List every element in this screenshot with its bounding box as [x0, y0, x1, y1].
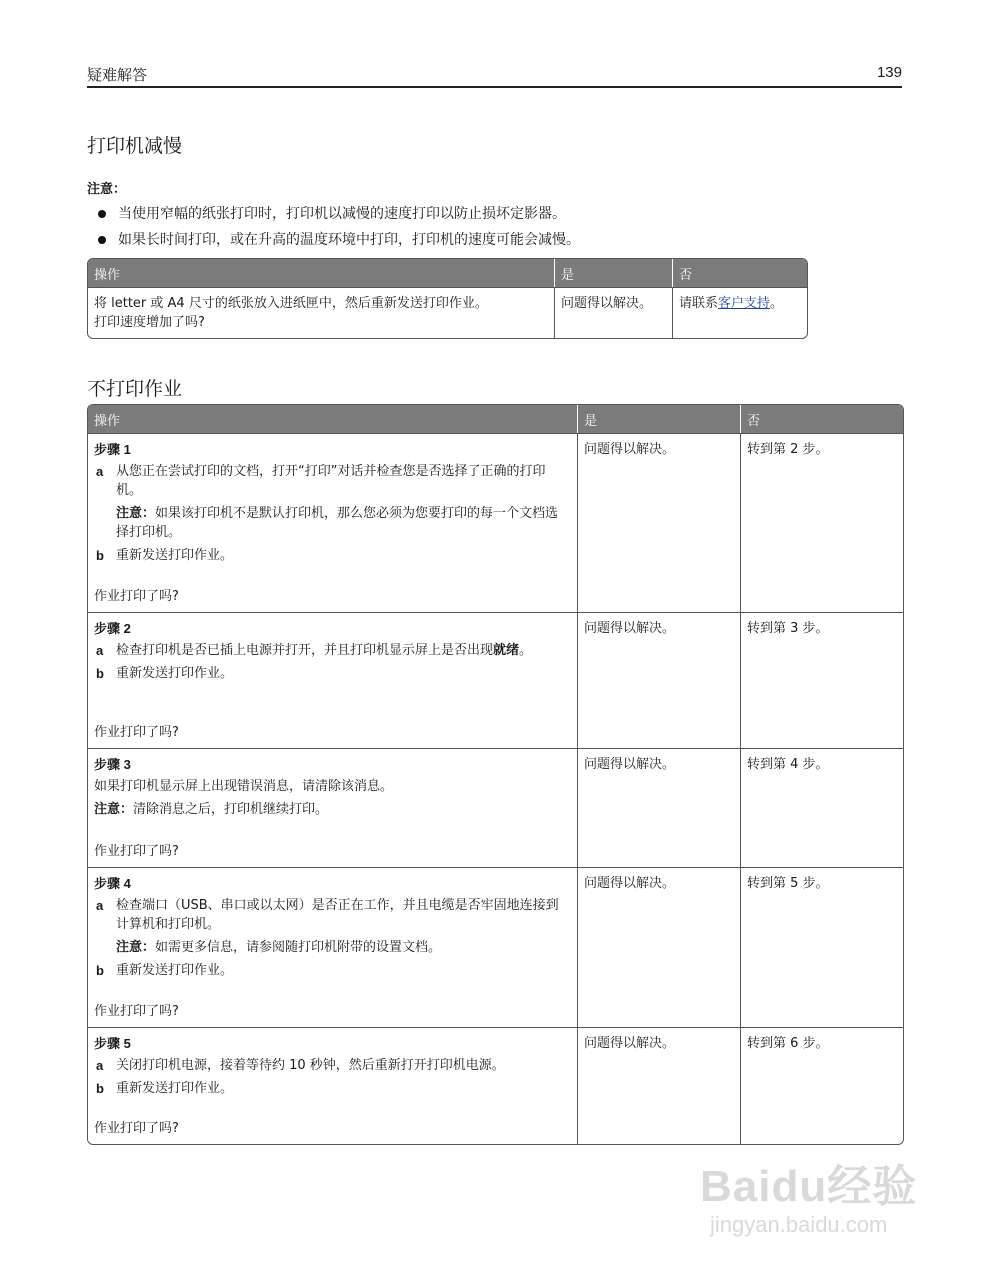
bullet-dot-icon — [98, 210, 106, 218]
table-header-row — [88, 259, 807, 287]
no-cell: 转到第 2 步。 — [740, 433, 903, 612]
action-cell: 步骤 5 a 关闭打印机电源，接着等待约 10 秒钟，然后重新打开打印机电源。 b 重新发送打印作业。 作业打印了吗? — [88, 1027, 577, 1144]
col-header-action: 操作 — [88, 259, 554, 287]
job-not-printing-table — [87, 404, 904, 1145]
no-cell: 转到第 3 步。 — [740, 612, 903, 748]
customer-support-link[interactable]: 客户支持 — [718, 296, 771, 311]
yes-cell: 问题得以解决。 — [577, 612, 740, 748]
watermark-url: jingyan.baidu.com — [710, 1212, 888, 1237]
col-header-no: 否 — [740, 405, 903, 433]
table-row-step-1 — [88, 433, 903, 612]
question-text: 作业打印了吗? — [94, 725, 179, 740]
yes-cell: 问题得以解决。 — [577, 867, 740, 1027]
col-header-action: 操作 — [88, 405, 577, 433]
question-text: 作业打印了吗? — [94, 1004, 179, 1019]
action-cell: 步骤 2 a 检查打印机是否已插上电源并打开，并且打印机显示屏上是否出现就绪。 b 重新发送打印作业。 作业打印了吗? — [88, 612, 577, 748]
yes-cell: 问题得以解决。 — [577, 748, 740, 867]
question-text: 作业打印了吗? — [94, 844, 179, 859]
col-header-no: 否 — [672, 259, 807, 287]
yes-cell: 问题得以解决。 — [554, 287, 672, 338]
table-row-step-5 — [88, 1027, 903, 1144]
yes-cell: 问题得以解决。 — [577, 1027, 740, 1144]
note-bullets — [98, 203, 580, 255]
watermark-brand: Baidu经验 — [700, 1162, 918, 1211]
no-cell: 转到第 5 步。 — [740, 867, 903, 1027]
action-cell: 步骤 1 a 从您正在尝试打印的文档，打开“打印”对话并检查您是否选择了正确的打印机。 注意：如果该打印机不是默认打印机，那么您必须为您要打印的每一个文档选择打印机。 b 重新发送打印作业。 作业打印了吗? — [88, 433, 577, 612]
action-cell: 步骤 4 a 检查端口（USB、串口或以太网）是否正在工作，并且电缆是否牢固地连接到计算机和打印机。 注意：如需更多信息，请参阅随打印机附带的设置文档。 b 重新发送打印作业。 作业打印了吗? — [88, 867, 577, 1027]
section-heading-job-not-printing: 不打印作业 — [87, 378, 183, 400]
no-cell: 请联系客户支持。 — [672, 287, 807, 338]
no-cell: 转到第 6 步。 — [740, 1027, 903, 1144]
question-text: 作业打印了吗? — [94, 1121, 179, 1136]
action-cell: 步骤 3 如果打印机显示屏上出现错误消息，请清除该消息。 注意：清除消息之后，打印机继续打印。 作业打印了吗? — [88, 748, 577, 867]
section-heading-printer-slow: 打印机减慢 — [87, 135, 183, 157]
bullet-item: 如果长时间打印，或在升高的温度环境中打印，打印机的速度可能会减慢。 — [98, 229, 580, 255]
col-header-yes: 是 — [577, 405, 740, 433]
table-row-step-3 — [88, 748, 903, 867]
no-cell: 转到第 4 步。 — [740, 748, 903, 867]
section-title: 疑难解答 — [87, 66, 148, 84]
page-number: 139 — [876, 64, 902, 81]
bullet-dot-icon — [98, 236, 106, 244]
note-label: 注意： — [87, 182, 127, 197]
table-header-row — [88, 405, 903, 433]
bullet-item: 当使用窄幅的纸张打印时，打印机以减慢的速度打印以防止损坏定影器。 — [98, 203, 580, 229]
col-header-yes: 是 — [554, 259, 672, 287]
baidu-watermark — [700, 1150, 940, 1260]
printer-slow-table — [87, 258, 808, 339]
page-header — [87, 64, 902, 88]
table-row-step-4 — [88, 867, 903, 1027]
question-text: 作业打印了吗? — [94, 589, 179, 604]
yes-cell: 问题得以解决。 — [577, 433, 740, 612]
table-row-step-2 — [88, 612, 903, 748]
action-cell: 将 letter 或 A4 尺寸的纸张放入进纸匣中，然后重新发送打印作业。 打印速度增加了吗? — [88, 287, 554, 338]
table-row — [88, 287, 807, 338]
